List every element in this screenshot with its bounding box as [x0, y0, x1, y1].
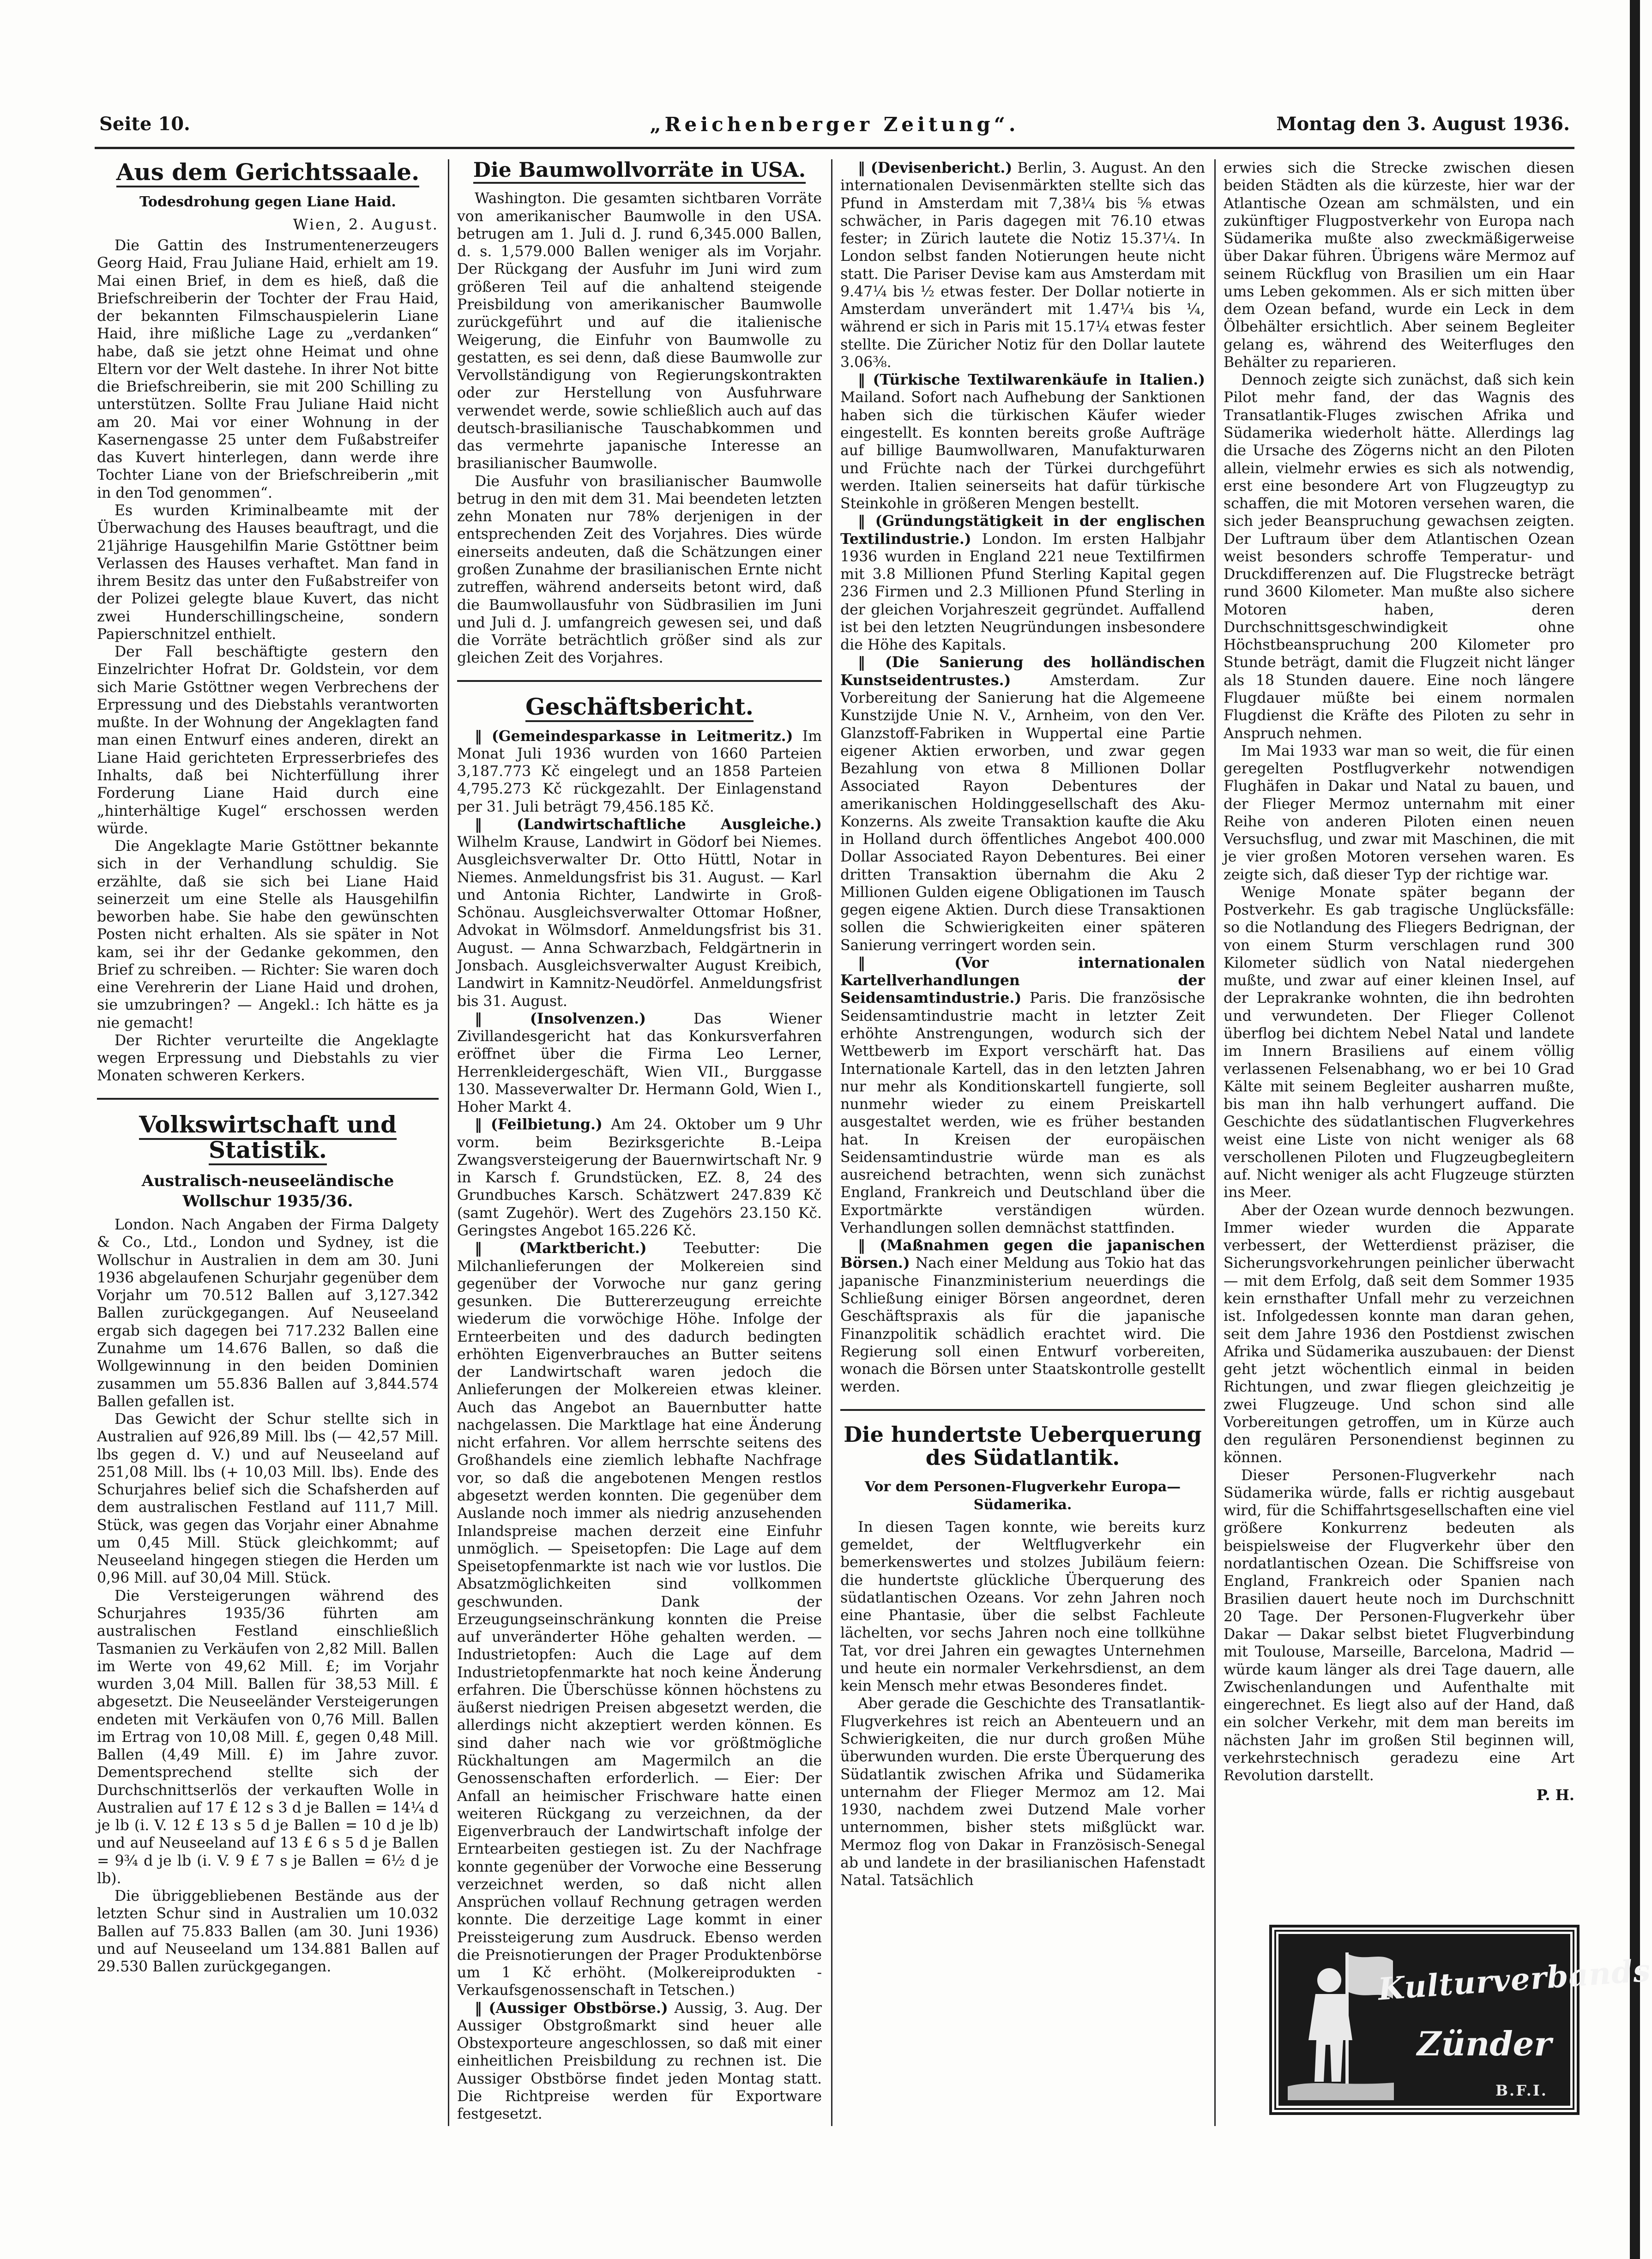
business-item [457, 1116, 822, 1240]
author-signature: P. H. [1536, 1786, 1574, 1804]
matches-advertisement [1272, 1928, 1652, 2112]
atlantic-article-subtitle: Vor dem Personen-Flugverkehr Europa—Südamerika. [864, 1478, 1181, 1513]
news-item-heading: ‖ (Devisenbericht.) [858, 159, 1013, 176]
section-separator [97, 1098, 439, 1100]
news-item-text: Nach einer Meldung aus Tokio hat das japanische Finanzministerium neuerdings die Schließung einiger Börsen angeordnet, deren Geschäftspraxis als für die japanische Finanzpolitik schädlich erachtet wird. Die Regierung soll einen Entwurf vorbereiten, wonach die Börsen unter Staatskontrolle gestellt werden. [840, 1255, 1205, 1396]
cotton-paragraph: Die Ausfuhr von brasilianischer Baumwolle betrug in den mit dem 31. Mai beendeten letzten zehn Monaten nur 78% derjenigen in der entsprechenden Zeit des Vorjahres. Dies würde einerseits andeuten, daß die Schätzungen einer großen Zunahme der brasilianischen Ernte nicht zutreffen, während anderseits betont wird, daß die Baumwollausfuhr von Südbrasilien im Juni und Juli d. J. umfangreich gewesen sei, und daß die Vorräte beträchtlich größer sind als zur gleichen Zeit des Vorjahres. [457, 473, 822, 667]
section-separator [457, 680, 822, 682]
newspaper-title: „Reichenberger Zeitung“. [650, 113, 1019, 136]
wool-paragraph: London. Nach Angaben der Firma Dalgety & Co., Ltd., London und Sydney, ist die Wollschur in Australien in dem am 30. Juni 1936 abgelaufenen Schurjahr gegenüber dem Vorjahr um 70.512 Ballen auf 3,127.342 Ballen zurückgegangen. Auf Neuseeland ergab sich dagegen bei 717.232 Ballen eine Zunahme um 14.676 Ballen, so daß die Wollgewinnung in den beiden Dominien zusammen um 55.836 Ballen auf 3,844.574 Ballen gefallen ist. [97, 1217, 439, 1410]
column-rule [1214, 159, 1216, 2126]
news-item-heading: ‖ (Türkische Textilwarenkäufe in Italien.) [858, 371, 1205, 389]
business-item-text: Wilhelm Krause, Landwirt in Gödorf bei Niemes. Ausgleichsverwalter Dr. Otto Hüttl, Notar in Niemes. Anmeldungsfrist bis 31. August. — Karl und Antonia Richter, Landwirte in Groß-Schönau. Ausgleichsverwalter Ottomar Hoßner, Advokat in Wölmsdorf. Anmeldungsfrist bis 31. August. — Anna Schwarzbach, Feldgärtnerin in Jonsbach. Ausgleichsverwalter August Kreibich, Landwirt in Kamnitz-Neudörfel. Anmeldungsfrist bis 31. August. [457, 834, 822, 1010]
header-rule [95, 147, 1574, 149]
ad-maker-mark: B.F.I. [1495, 2082, 1548, 2099]
atlantic-paragraph: Aber der Ozean wurde dennoch bezwungen. Immer wieder wurden die Apparate verbessert, der Wetterdienst präziser, die Sicherungsvorkehrungen peinlicher überwacht — mit dem Erfolg, daß seit dem Sommer 1935 kein ernsthafter Unfall mehr zu verzeichnen ist. Infolgedessen konnte man daran gehen, seit dem Jahre 1936 den Postdienst zwischen Afrika und Südamerika auszubauen: der Dienst geht jetzt wöchentlich einmal in beiden Richtungen, und zwar fliegen gleichzeitig je zwei Flugzeuge. Und schon sind alle Vorbereitungen getroffen, um in Kürze auch den regulären Personendienst beginnen zu können. [1224, 1202, 1574, 1466]
news-item [840, 1237, 1205, 1396]
court-paragraph: Es wurden Kriminalbeamte mit der Überwachung des Hauses beauftragt, und die 21jährige Hausgehilfin Marie Gstöttner beim Verlassen des Hauses verhaftet. Man fand in ihrem Besitz das unter den Fußabstreifer von der Polizei gelegte blaue Kuvert, das nicht zwei Hunderschillingscheine, sondern Papierschnitzel enthielt. [97, 502, 439, 643]
section-separator [840, 1409, 1205, 1411]
news-item-heading: ‖ (Vor internationalen Kartellverhandlungen der Seidensamtindustrie.) [840, 954, 1205, 1007]
atlantic-article-title: Die hundertste Ueberquerung des Südatlantik. [844, 1422, 1202, 1470]
business-item-text: Teebutter: Die Milchanlieferungen der Molkereien sind gegenüber der Vorwoche nur ganz gering gesunken. Die Buttererzeugung erreichte wiederum die vorwöchige Höhe. Infolge der Ernteerbeiten und des dadurch bedingten erhöhten Eigenverbrauches an Butter seitens der Landwirtschaft waren jedoch die Anlieferungen der Molkereien etwas kleiner. Auch das Angebot an Bauernbutter hatte nachgelassen. Die Marktlage hat eine Änderung nicht erfahren. Vor allem herrschte seitens des Großhandels eine ziemlich lebhafte Nachfrage vor, so daß die angebotenen Mengen restlos abgesetzt werden konnten. Die gegenüber dem Auslande noch immer als niedrig anzusehenden Inlandspreise machen derzeit eine Einfuhr unmöglich. — Speisetopfen: Die Lage auf dem Speisetopfenmarkte ist nach wie vor lustlos. Die Absatzmöglichkeiten sind vollkommen geschwunden. Dank der Erzeugungseinschränkung konnten die Preise auf unveränderter Höhe gehalten werden. — Industrietopfen: Auch die Lage auf dem Industrietopfenmarkte hat noch keine Änderung erfahren. Die Überschüsse können höchstens zu äußerst niedrigen Preisen abgesetzt werden, die allerdings nicht akzeptiert werden können. Es sind daher nach wie vor größtmögliche Rückhaltungen am Magermilch an die Genossenschaften erforderlich. — Eier: Der Anfall an heimischer Frischware hatte einen weiteren Rückgang zu verzeichnen, da der Eigenverbrauch der Landwirtschaft infolge der Erntearbeiten gestiegen ist. Zu der Nachfrage konnte gegenüber der Vorwoche eine Besserung verzeichnet werden, so daß nicht allen Ansprüchen vollauf Rechnung getragen werden konnte. Die derzeitige Lage kommt in einer Preissteigerung zum Ausdruck. Ebenso werden die Preisnotierungen der Prager Produktenbörse um 1 Kč erhöht. (Molkereiprodukten - Verkaufsgenossenschaft in Tetschen.) [457, 1240, 822, 1999]
business-item-text: Im Monat Juli 1936 wurden von 1660 Parteien 3,187.773 Kč eingelegt und an 1858 Parteien 4,795.273 Kč rückgezahlt. Der Einlagenstand per 31. Juli beträgt 79,456.185 Kč. [457, 728, 822, 815]
atlantic-paragraph: Im Mai 1933 war man so weit, die für einen geregelten Postflugverkehr notwendigen Flughäfen in Dakar und Natal zu bauen, und der Flieger Mermoz unternahm mit einer Reihe von anderen Piloten einen neuen Versuchsflug, und zwar mit Maschinen, die mit je vier großen Motoren versehen waren. Es zeigte sich, daß dieser Typ der richtige war. [1224, 742, 1574, 883]
ad-brand-line: Kulturverbands [1377, 1952, 1652, 2007]
scan-edge [1630, 0, 1640, 2259]
column-3 [840, 159, 1205, 1889]
column-4 [1224, 159, 1574, 1914]
news-item [840, 159, 1205, 371]
news-item-text: London. Im ersten Halbjahr 1936 wurden in England 221 neue Textilfirmen mit 3.8 Millionen Pfund Sterling Kapital gegen 236 Firmen und 2.3 Millionen Pfund Sterling in der gleichen Vorjahreszeit gegründet. Auffallend ist bei den letzten Neugründungen insbesondere die Höhe des Kapitals. [840, 530, 1205, 654]
business-item-heading: ‖ (Landwirtschaftliche Ausgleiche.) [475, 815, 822, 833]
news-item-heading: ‖ (Maßnahmen gegen die japanischen Börsen.) [840, 1237, 1205, 1272]
news-item-heading: ‖ (Die Sanierung des holländischen Kunstseidentrustes.) [840, 654, 1205, 689]
business-item [457, 2000, 822, 2123]
court-dateline: Wien, 2. August. [293, 216, 439, 233]
business-item-text: Das Wiener Zivillandesgericht hat das Konkursverfahren eröffnet über die Firma Leo Lerner, Herrenkleidergeschäft, Wien VII., Burggasse 130. Masseverwalter Dr. Hermann Gold, Wien I., Hoher Markt 4. [457, 1010, 822, 1116]
page-header [95, 113, 1574, 141]
news-item [840, 954, 1205, 1237]
news-item-text: Paris. Die französische Seidensamtindustrie macht in letzter Zeit erhöhte Anstrengungen, wodurch sich der Wettbewerb im Export verschärft hat. Das Internationale Kartell, das in den letzten Jahren nur mehr als Konditionskartell fungierte, soll nunmehr wieder zu einem Preiskartell ausgestaltet werden, wie es früher bestanden hat. In Kreisen der europäischen Seidensamtindustrie würde man es als ausreichend betrachten, wenn sich zunächst England, Frankreich und Deutschland über die Exportmärkte verständigen würden. Verhandlungen sollen demnächst stattfinden. [840, 990, 1205, 1236]
atlantic-paragraph: Wenige Monate später begann der Postverkehr. Es gab tragische Unglücksfälle: so die Notlandung des Fliegers Bedrignan, der von einem Sturm verschlagen rund 300 Kilometer südlich von Natal niedergehen mußte, und zwar auf einer kleinen Insel, auf der Leprakranke wohnten, die ihn bedrohten und verwundeten. Der Flieger Collenot überflog bei dichtem Nebel Natal und landete im Innern Brasiliens auf einem völlig verlassenen Felsenabhang, wo er bei 10 Grad Kälte mit seinem Begleiter ausharren mußte, bis man ihn halb verhungert auffand. Die Geschichte des südatlantischen Flugverkehres weist eine Liste von nicht weniger als 68 verschollenen Piloten und Flugzeugbegleitern auf. Nicht weniger als acht Flugzeuge stürzten ins Meer. [1224, 884, 1574, 1201]
atlantic-paragraph: erwies sich die Strecke zwischen diesen beiden Städten als die kürzeste, hier war der Atlantische Ozean am schmälsten, und ein zukünftiger Flugpostverkehr von Europa nach Südamerika mußte also zweckmäßigerweise über Dakar führen. Übrigens wäre Mermoz auf seinem Rückflug von Brasilien um ein Haar ums Leben gekommen. Als er sich mitten über dem Ozean befand, wurde ein Leck in dem Ölbehälter ersichtlich. Aber seinem Begleiter gelang es, während des Weiterfluges den Behälter zu reparieren. [1224, 160, 1574, 371]
business-item [457, 816, 822, 1010]
news-item [840, 654, 1205, 954]
atlantic-paragraph: Dieser Personen-Flugverkehr nach Südamerika würde, falls er richtig ausgebaut wird, für die Schiffahrtsgesellschaften eine viel größere Konkurrenz bedeuten als beispielsweise der Flugverkehr über den nordatlantischen Ozean. Die Schiffsreise von England, Frankreich oder Spanien nach Brasilien dauert heute noch im Durchschnitt 20 Tage. Der Personen-Flugverkehr über Dakar — Dakar selbst bietet Flugverbindung mit Toulouse, Marseille, Barcelona, Madrid — würde kaum länger als drei Tage dauern, alle Zwischenlandungen und Aufenthalte mit eingerechnet. Es liegt also auf der Hand, daß ein solcher Verkehr, mit dem man bereits im nächsten Jahr im großen Stil beginnen will, verkehrstechnisch geradezu eine Art Revolution darstellt. [1224, 1467, 1574, 1784]
page-number: Seite 10. [99, 113, 190, 135]
business-item-text: Aussig, 3. Aug. Der Aussiger Obstgroßmarkt sind heuer alle Obstexporteure angeschlossen, so daß mit einer einheitlichen Preisbildung zu rechnen ist. Die Aussiger Obstbörse findet jeden Montag statt. Die Richtpreise werden für Exportware festgesetzt. [457, 2000, 822, 2123]
column-rule [831, 159, 832, 2126]
issue-date: Montag den 3. August 1936. [1276, 113, 1570, 135]
court-paragraph: Der Fall beschäftigte gestern den Einzelrichter Hofrat Dr. Goldstein, vor dem sich Marie Gstöttner wegen Verbrechens der Erpressung und des Diebstahls verantworten mußte. In der Wohnung der Angeklagten fand man einen Entwurf eines anderen, direkt an Liane Haid gerichteten Erpresserbriefes des Inhalts, daß bei Nichterfüllung ihrer Forderung Liane Haid durch eine „hinterhältige Kugel“ erschossen werden würde. [97, 644, 439, 837]
business-item-heading: ‖ (Marktbericht.) [475, 1240, 647, 1257]
news-item [840, 512, 1205, 654]
court-paragraph: Die Gattin des Instrumentenerzeugers Georg Haid, Frau Juliane Haid, erhielt am 19. Mai einen Brief, in dem es hieß, daß die Briefschreiberin der Tochter der Frau Haid, der bekannten Filmschauspielerin Liane Haid, ihre mißliche Lage zu „verdanken“ habe, daß sie jetzt ohne Heimat und ohne Eltern vor der Welt dastehe. In ihrer Not bitte die Briefschreiberin, sie mit 200 Schilling zu unterstützen. Sollte Frau Juliane Haid nicht am 20. Mai vor einer Wohnung in der Kasernengasse 25 unter dem Fußabstreifer das Kuvert hinterlegen, dann werde ihre Tochter Liane von der Briefschreiberin „mit in den Tod genommen“. [97, 237, 439, 501]
economy-section-title: Volkswirtschaft und Statistik. [97, 1112, 439, 1163]
column-rule [448, 159, 449, 2126]
court-section-title: Aus dem Gerichtssaale. [97, 159, 439, 185]
business-item [457, 1010, 822, 1116]
wool-paragraph: Die übriggebliebenen Bestände aus der letzten Schur sind in Australien um 10.032 Ballen auf 75.833 Ballen (am 30. Juni 1936) und auf Neuseeland um 134.881 Ballen auf 29.530 Ballen zurückgegangen. [97, 1888, 439, 1976]
court-article-subtitle: Todesdrohung gegen Liane Haid. [139, 194, 396, 210]
business-item [457, 1240, 822, 1999]
cotton-article-title: Die Baumwollvorräte in USA. [457, 159, 822, 181]
atlantic-paragraph: In diesen Tagen konnte, wie bereits kurz gemeldet, der Weltflugverkehr ein bemerkenswertes und stolzes Jubiläum feiern: die hundertste glückliche Überquerung des südatlantischen Ozeans. Vor zehn Jahren noch eine Phantasie, über die selbst Fachleute lächelten, vor sechs Jahren noch eine tollkühne Tat, vor drei Jahren ein gewagtes Unternehmen und heute ein normaler Verkehrsdienst, an dem kein Mensch mehr etwas Besonderes findet. [840, 1518, 1205, 1695]
news-item-heading: ‖ (Gründungstätigkeit in der englischen Textilindustrie.) [840, 512, 1205, 548]
wool-paragraph: Die Versteigerungen während des Schurjahres 1935/36 führten am australischen Festland einschließlich Tasmanien zu Verkäufen von 2,82 Mill. Ballen im Werte von 49,62 Mill. £; im Vorjahr wurden 3,04 Mill. Ballen für 38,53 Mill. £ abgesetzt. Die Neuseeländer Versteigerungen endeten mit Verkäufen von 0,76 Mill. Ballen im Ertrag von 10,08 Mill. £, gegen 0,48 Mill. Ballen (4,49 Mill. £) im Jahre zuvor. Dementsprechend stellte sich der Durchschnittserlös der verkauften Wolle in Australien auf 17 £ 12 s 3 d je Ballen = 14¼ d je lb (i. V. 12 £ 13 s 5 d je Ballen = 10 d je lb) und auf Neuseeland auf 13 £ 6 s 5 d je Ballen = 9¾ d je lb (i. V. 9 £ 7 s je Ballen = 6½ d je lb). [97, 1587, 439, 1887]
business-item [457, 728, 822, 816]
wool-article-title: Australisch-neuseeländische Wollschur 1935/36. [141, 1171, 394, 1211]
news-item-text: Mailand. Sofort nach Aufhebung der Sanktionen haben sich die türkischen Käufer wieder eingestellt. Es konnten bereits große Aufträge auf billige Baumwollwaren, Manufakturwaren und Früchte nach der Türkei durchgeführt werden. Italien seinerseits hat dafür türkische Steinkohle in größeren Mengen bestellt. [840, 389, 1205, 512]
business-item-heading: ‖ (Feilbietung.) [475, 1116, 603, 1133]
business-item-heading: ‖ (Aussiger Obstbörse.) [475, 1999, 668, 2017]
business-item-heading: ‖ (Insolvenzen.) [475, 1010, 646, 1027]
business-item-text: Am 24. Oktober um 9 Uhr vorm. beim Bezirksgerichte B.-Leipa Zwangsversteigerung der Bauernwirtschaft Nr. 9 in Karsch f. Grundstücken, EZ. 8, 24 des Grundbuches Karsch. Schätzwert 247.839 Kč (samt Zugehör). Wert des Zugehörs 23.150 Kč. Geringstes Angebot 165.226 Kč. [457, 1116, 822, 1239]
business-section-title: Geschäftsbericht. [457, 694, 822, 719]
business-item-heading: ‖ (Gemeindesparkasse in Leitmeritz.) [475, 727, 793, 745]
court-paragraph: Der Richter verurteilte die Angeklagte wegen Erpressung und Diebstahls zu vier Monaten schweren Kerkers. [97, 1032, 439, 1084]
column-1 [97, 159, 439, 1976]
atlantic-paragraph: Dennoch zeigte sich zunächst, daß sich kein Pilot mehr fand, der das Wagnis des Transatlantik-Fluges zwischen Afrika und Südamerika wiederholt hätte. Allerdings lag die Ursache des Zögerns nicht an den Piloten allein, vielmehr erwies es sich als notwendig, erst eine besondere Art von Flugzeugtyp zu schaffen, die mit Motoren versehen waren, die sich jeder Beanspruchung gewachsen zeigten. Der Luftraum über dem Atlantischen Ozean weist besonders schroffe Temperatur- und Druckdifferenzen auf. Die Flugstrecke beträgt rund 3600 Kilometer. Man mußte also sichere Motoren haben, deren Durchschnittsgeschwindigkeit ohne Höchstbeanspruchung 200 Kilometer pro Stunde beträgt, damit die Flugzeit nicht länger als 18 Stunden dauere. Eine noch längere Flugdauer müßte bei einem normalen Flugdienst die Kräfte des Piloten zu sehr in Anspruch nehmen. [1224, 372, 1574, 742]
news-item-text: Amsterdam. Zur Vorbereitung der Sanierung hat die Algemeene Kunstzijde Unie N. V., Arnheim, von den Ver. Glanzstoff-Fabriken in Wuppertal eine Partie eigener Aktien erworben, und zwar gegen Bezahlung von etwa 8 Millionen Dollar Associated Rayon Debentures der amerikanischen Holdinggesellschaft des Aku-Konzerns. Als zweite Transaktion kaufte die Aku in Holland durch öffentliches Angebot 400.000 Dollar Associated Rayon Debentures. Bei einer dritten Transaktion übernahm die Aku 2 Millionen Gulden eigene Obligationen im Tausch gegen eigene Aktien. Durch diese Transaktionen sollen die Schwierigkeiten einer späteren Sanierung verringert worden sein. [840, 672, 1206, 954]
wool-paragraph: Das Gewicht der Schur stellte sich in Australien auf 926,89 Mill. lbs (— 42,57 Mill. lbs gegen d. V.) und auf Neuseeland auf 251,08 Mill. lbs (+ 10,03 Mill. lbs). Ende des Schurjahres belief sich die Schafsherden auf dem australischen Festland auf 111,7 Mill. Stück, was gegen das Vorjahr einer Abnahme um 0,45 Mill. Stück gleichkommt; auf Neuseeland hingegen stiegen die Herden um 0,96 Mill. auf 30,04 Mill. Stück. [97, 1411, 439, 1587]
news-item-text: Berlin, 3. August. An den internationalen Devisenmärkten stellte sich das Pfund in Amsterdam mit 7,38¼ bis ⅝ etwas schwächer, in Paris dagegen mit 76.10 etwas fester; in Zürich lautete die Notiz 15.37¼. In London selbst fanden Notierungen heute nicht statt. Die Pariser Devise kam aus Amsterdam mit 9.47¼ bis ½ etwas fester. Der Dollar notierte in Amsterdam unverändert mit 1.47¼ bis ¼, während er sich in Paris mit 15.17¼ etwas fester stellte. Die Züricher Notiz für den Dollar lautete 3.06⅜. [840, 160, 1206, 371]
cotton-paragraph: Washington. Die gesamten sichtbaren Vorräte von amerikanischer Baumwolle in den USA. betrugen am 1. Juli d. J. rund 6,345.000 Ballen, d. s. 1,579.000 Ballen weniger als im Vorjahr. Der Rückgang der Ausfuhr im Juni wird zum größeren Teil auf die anhaltend steigende Preisbildung von amerikanischer Baumwolle zurückgeführt und auf die italienische Weigerung, die Einfuhr von Baumwolle zu gestatten, es sei denn, daß diese Baumwolle zur Vervollständigung von Regierungskontrakten oder zur Herstellung von Ausfuhrware verwendet werde, sowie schließlich auch auf das deutsch-brasilianische Tauschabkommen und das vermehrte japanische Interesse an brasilianischer Baumwolle. [457, 190, 822, 472]
atlantic-paragraph: Aber gerade die Geschichte des Transatlantik-Flugverkehres ist reich an Abenteuern und an Schwierigkeiten, die nur durch großen Mühe überwunden wurden. Die erste Überquerung des Südatlantik zwischen Afrika und Südamerika unternahm der Flieger Mermoz am 12. Mai 1930, nachdem zwei Dutzend Male vorher unternommen, bisher stets mißglückt war. Mermoz flog von Dakar in Französisch-Senegal ab und landete in der brasilianischen Hafenstadt Natal. Tatsächlich [840, 1695, 1205, 1889]
ad-product-line: Zünder [1417, 2024, 1552, 2063]
court-paragraph: Die Angeklagte Marie Gstöttner bekannte sich in der Verhandlung schuldig. Sie erzählte, daß sie sich bei Liane Haid seinerzeit um eine Stelle als Hausgehilfin beworben habe. Sie habe den gewünschten Posten nicht erhalten. Als sie später in Not kam, sei ihr der Gedanke gekommen, den Brief zu schreiben. — Richter: Sie waren doch eine Verehrerin der Liane Haid und drohen, sie umzubringen? — Angekl.: Ich hätte es ja nie gemacht! [97, 838, 439, 1031]
column-2 [457, 159, 822, 2123]
news-item [840, 371, 1205, 512]
